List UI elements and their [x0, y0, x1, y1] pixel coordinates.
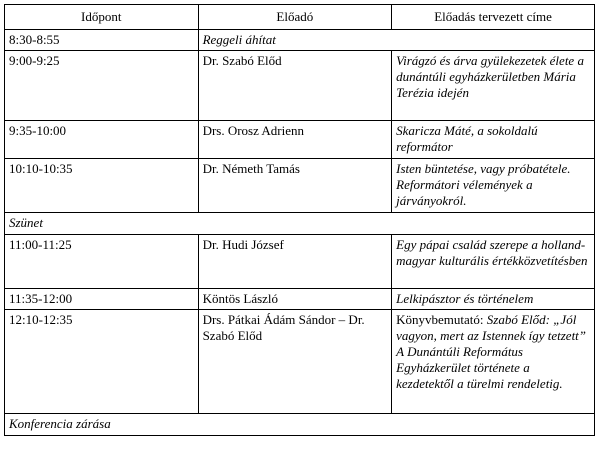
- row-time: 11:00-11:25: [5, 235, 199, 289]
- header-title: Előadás tervezett címe: [392, 5, 595, 30]
- header-speaker: Előadó: [198, 5, 392, 30]
- row-speaker: Drs. Orosz Adrienn: [198, 121, 392, 159]
- table-row: [5, 310, 595, 414]
- table-row: [5, 213, 595, 235]
- table-row: [5, 289, 595, 310]
- table-row: [5, 235, 595, 289]
- row-label: Szünet: [5, 213, 595, 235]
- row-title: [392, 310, 595, 414]
- table-row: [5, 414, 595, 436]
- row-label: Reggeli áhítat: [198, 30, 594, 51]
- row-title: Egy pápai család szerepe a holland-magyar kulturális értékközvetítésben: [392, 235, 595, 289]
- row-title-text: Szabó Előd: „Jól vagyon, mert az Istennek így tetzett” A Dunántúli Református Egyházkerület története a kezdetektől a türelmi rendeletig.: [396, 312, 587, 391]
- table-row: [5, 51, 595, 121]
- row-title: Skaricza Máté, a sokoldalú reformátor: [392, 121, 595, 159]
- header-time: Időpont: [5, 5, 199, 30]
- row-label: Konferencia zárása: [5, 414, 595, 436]
- row-time: 8:30-8:55: [5, 30, 199, 51]
- row-time: 10:10-10:35: [5, 159, 199, 213]
- row-title: Virágzó és árva gyülekezetek élete a dunántúli egyházkerületben Mária Terézia idején: [392, 51, 595, 121]
- schedule-table: [4, 4, 595, 436]
- header-row: [5, 5, 595, 30]
- row-title: Isten büntetése, vagy próbatétele. Reformátori vélemények a járványokról.: [392, 159, 595, 213]
- row-speaker: Drs. Pátkai Ádám Sándor – Dr. Szabó Előd: [198, 310, 392, 414]
- row-time: 9:35-10:00: [5, 121, 199, 159]
- row-speaker: Dr. Hudi József: [198, 235, 392, 289]
- row-time: 9:00-9:25: [5, 51, 199, 121]
- table-row: [5, 159, 595, 213]
- row-time: 12:10-12:35: [5, 310, 199, 414]
- row-speaker: Dr. Németh Tamás: [198, 159, 392, 213]
- row-speaker: Dr. Szabó Előd: [198, 51, 392, 121]
- table-row: [5, 121, 595, 159]
- row-title: Lelkipásztor és történelem: [392, 289, 595, 310]
- row-speaker: Köntös László: [198, 289, 392, 310]
- row-time: 11:35-12:00: [5, 289, 199, 310]
- row-title-prefix: Könyvbemutató:: [396, 312, 487, 327]
- table-row: [5, 30, 595, 51]
